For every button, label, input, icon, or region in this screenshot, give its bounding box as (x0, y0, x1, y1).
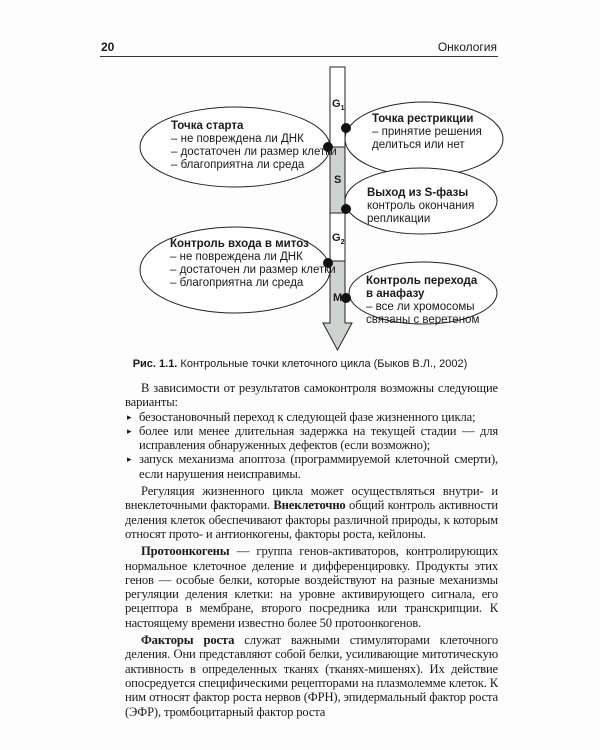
checkpoint-dot (341, 293, 351, 303)
checkpoint-dot (341, 204, 351, 214)
paragraph-intro: В зависимости от результатов самоконтроля возможны следующие варианты: (125, 381, 498, 410)
checkpoint-start-label: Точка старта – не повреждена ли ДНК – достаточен ли размер клетки – благоприятна ли среда (171, 120, 337, 171)
running-header: Онкология (437, 40, 497, 54)
figure-caption (0, 358, 600, 370)
paragraph-growth-factors: Факторы роста служат важными стимуляторами клеточного деления. Они представляют собой белки, усиливающие митотическую активность в определенных тканях (тканях-мишенях). Их действие опосредуется специфическими рецепторами на плазмолемме клеток. К ним относят фактор роста нервов (ФРН), эпидермальный фактор роста (ЭФР), тромбоцитарный фактор роста (125, 633, 498, 719)
checkpoint-dot (341, 123, 351, 133)
options-list (125, 410, 498, 481)
checkpoint-mitosis-entry-label: Контроль входа в митоз – не повреждена ли ДНК – достаточен ли размер клетки – благоприятна ли среда (170, 238, 336, 289)
phase-label-s: S (334, 174, 342, 186)
paragraph-regulation: Регуляция жизненного цикла может осуществляться внутри- и внеклеточными факторами. Внеклеточно общий контроль активности деления клеток обеспечивают факторы различной природы, к которым относят прото- и антионкогены, факторы роста, кейлоны. (125, 484, 498, 541)
phase-label-g2: $G_2$ (332, 232, 345, 247)
paragraph-protooncogenes: Протоонкогены — группа генов-активаторов, контролирующих нормальное клеточное деление и дифференцировку. Продукты этих генов — особые белки, которые воздействуют на разные механизмы регуляции деления клетки: на уровне активирующего сигнала, его рецептора в мембране, второго посредника или транскрипции. К настоящему времени известно более 50 протоонкогенов. (125, 544, 498, 630)
body-text (125, 381, 498, 719)
list-item: ▸ безостановочный переход к следующей фазе жизненного цикла; (125, 410, 498, 424)
checkpoint-anaphase-label: Контроль перехода в анафазу – все ли хромосомы связаны с веретеном (366, 275, 480, 326)
checkpoint-s-exit-label: Выход из S-фазы контроль окончания репликации (367, 187, 475, 225)
phase-label-g1: $G_1$ (332, 98, 345, 113)
caption-label: Рис. 1.1. (132, 358, 178, 370)
list-item: ▸ более или менее длительная задержка на текущей стадии — для исправления обнаруженных дефектов (если возможно); (125, 424, 498, 453)
list-item: ▸ запуск механизма апоптоза (программируемой клеточной смерти), если нарушения неисправимы. (125, 452, 498, 481)
cell-cycle-diagram (0, 0, 600, 360)
page-number: 20 (101, 40, 115, 54)
checkpoint-restriction-label: Точка рестрикции – принятие решения делиться или нет (372, 113, 482, 151)
caption-text: Контрольные точки клеточного цикла (Быков В.Л., 2002) (177, 358, 468, 370)
phase-label-m: M (333, 292, 343, 304)
